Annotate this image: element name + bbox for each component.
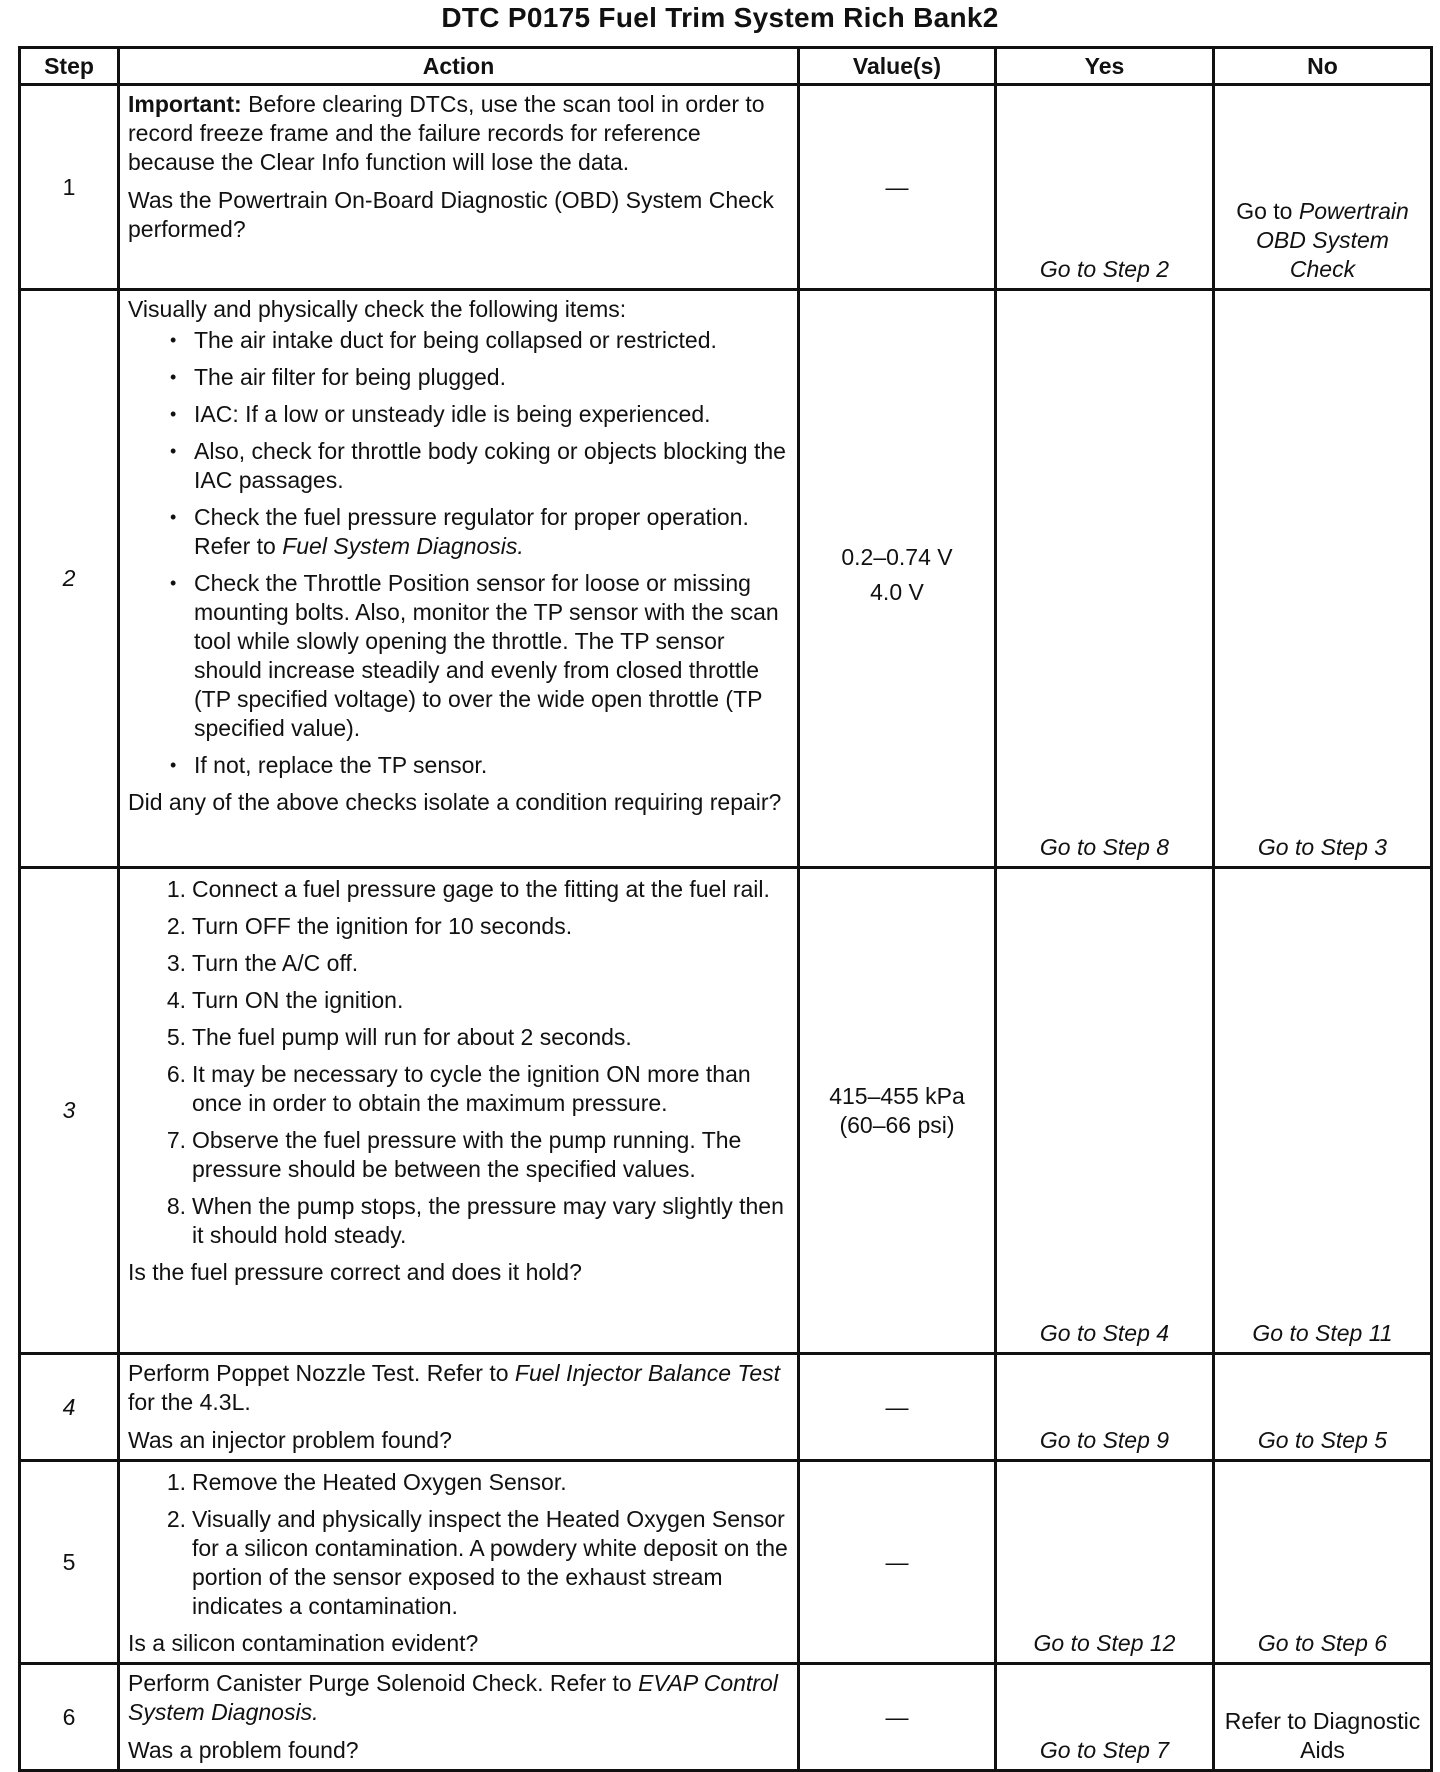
list-item: 7. Observe the fuel pressure with the pump running. The pressure should be between the specified values.	[166, 1127, 742, 1182]
header-yes: Yes	[996, 48, 1214, 85]
value-line: 0.2–0.74 V	[841, 544, 953, 570]
no-cell: Go to Step 5	[1214, 1354, 1432, 1461]
list-item-text: Check the fuel pressure regulator for proper operation. Refer to	[194, 504, 749, 559]
question-text: Is the fuel pressure correct and does it hold?	[128, 1259, 582, 1285]
step-number: 3	[20, 868, 119, 1354]
value-cell: —	[799, 1354, 996, 1461]
yes-cell: Go to Step 4	[996, 868, 1214, 1354]
list-item	[128, 503, 789, 561]
no-cell: Go to Step 11	[1214, 868, 1432, 1354]
list-item: • Check the Throttle Position sensor for loose or missing mounting bolts. Also, monitor the TP sensor with the scan tool while slowly opening the throttle. The TP sensor should increase steadily and evenly from closed throttle (TP specified voltage) to over the wide open throttle (TP specified value).	[128, 569, 789, 743]
list-item: 6. It may be necessary to cycle the ignition ON more than once in order to obtain the maximum pressure.	[166, 1061, 751, 1116]
value-line: (60–66 psi)	[839, 1111, 955, 1138]
question-text: Was a problem found?	[128, 1737, 359, 1763]
no-cell: Refer to Diagnostic Aids	[1214, 1664, 1432, 1771]
table-row	[20, 1664, 1432, 1771]
action-cell	[119, 85, 799, 290]
procedure-list	[128, 1468, 789, 1621]
procedure-list	[128, 875, 789, 1250]
no-cell: Go to Step 3	[1214, 290, 1432, 868]
reference-link: Fuel Injector Balance Test	[514, 1360, 780, 1386]
header-action: Action	[119, 48, 799, 85]
action-cell	[119, 868, 799, 1354]
list-item: 5. The fuel pump will run for about 2 seconds.	[166, 1024, 632, 1050]
list-item: 3. Turn the A/C off.	[166, 950, 359, 976]
important-label: Important:	[128, 91, 242, 117]
action-cell	[119, 290, 799, 868]
reference-link: EVAP Control System Diagnosis.	[128, 1670, 778, 1725]
step-number: 4	[20, 1354, 119, 1461]
list-item: 2. Visually and physically inspect the Heated Oxygen Sensor for a silicon contamination. A powdery white deposit on the portion of the sensor exposed to the exhaust stream indicates a contamination.	[166, 1506, 788, 1619]
value-cell: —	[799, 1664, 996, 1771]
list-item: 1. Remove the Heated Oxygen Sensor.	[166, 1469, 567, 1495]
question-text: Was an injector problem found?	[128, 1427, 452, 1453]
table-row	[20, 1461, 1432, 1664]
list-item: • If not, replace the TP sensor.	[128, 751, 789, 780]
question-text: Is a silicon contamination evident?	[128, 1630, 479, 1656]
header-step: Step	[20, 48, 119, 85]
action-cell	[119, 1461, 799, 1664]
list-item: • The air filter for being plugged.	[128, 363, 789, 392]
value-cell	[799, 290, 996, 868]
value-cell: —	[799, 85, 996, 290]
yes-cell: Go to Step 9	[996, 1354, 1214, 1461]
question-text: Was the Powertrain On-Board Diagnostic (OBD) System Check performed?	[128, 187, 774, 242]
action-text: Perform Canister Purge Solenoid Check. Refer to EVAP Control System Diagnosis.	[128, 1670, 778, 1725]
step-number: 5	[20, 1461, 119, 1664]
action-cell	[119, 1664, 799, 1771]
value-line: 415–455 kPa	[829, 1082, 965, 1109]
table-row	[20, 1354, 1432, 1461]
table-row	[20, 85, 1432, 290]
list-item: 4. Turn ON the ignition.	[166, 987, 404, 1013]
action-cell	[119, 1354, 799, 1461]
step-number: 6	[20, 1664, 119, 1771]
step-number: 1	[20, 85, 119, 290]
no-cell	[1214, 85, 1432, 290]
yes-cell: Go to Step 8	[996, 290, 1214, 868]
list-item: • The air intake duct for being collapsed or restricted.	[128, 326, 789, 355]
yes-cell: Go to Step 12	[996, 1461, 1214, 1664]
no-prefix: Go to	[1236, 198, 1299, 224]
list-item: • Also, check for throttle body coking or objects blocking the IAC passages.	[128, 437, 789, 495]
list-item: • IAC: If a low or unsteady idle is being experienced.	[128, 400, 789, 429]
important-note	[128, 90, 789, 177]
check-list	[128, 326, 789, 780]
header-values: Value(s)	[799, 48, 996, 85]
no-cell: Go to Step 6	[1214, 1461, 1432, 1664]
diagnostic-table	[18, 46, 1433, 1772]
question-text: Did any of the above checks isolate a condition requiring repair?	[128, 789, 782, 815]
list-item: 2. Turn OFF the ignition for 10 seconds.	[166, 913, 573, 939]
list-item: 8. When the pump stops, the pressure may vary slightly then it should hold steady.	[166, 1193, 784, 1248]
table-row	[20, 868, 1432, 1354]
action-text: Perform Poppet Nozzle Test. Refer to Fuel Injector Balance Test for the 4.3L.	[128, 1360, 780, 1415]
value-cell: —	[799, 1461, 996, 1664]
step-number: 2	[20, 290, 119, 868]
value-line: 4.0 V	[870, 579, 924, 605]
page-title: DTC P0175 Fuel Trim System Rich Bank2	[441, 2, 999, 33]
yes-cell: Go to Step 7	[996, 1664, 1214, 1771]
list-item: 1. Connect a fuel pressure gage to the fitting at the fuel rail.	[166, 876, 770, 902]
value-cell	[799, 868, 996, 1354]
yes-cell: Go to Step 2	[996, 85, 1214, 290]
no-link: Powertrain OBD System Check	[1256, 198, 1409, 282]
important-text: Before clearing DTCs, use the scan tool in order to record freeze frame and the failure records for reference because the Clear Info function will lose the data.	[128, 91, 765, 175]
list-item-ref: Fuel System Diagnosis.	[282, 533, 524, 559]
intro-text: Visually and physically check the following items:	[128, 296, 627, 322]
table-row	[20, 290, 1432, 868]
header-row	[20, 48, 1432, 85]
header-no: No	[1214, 48, 1432, 85]
